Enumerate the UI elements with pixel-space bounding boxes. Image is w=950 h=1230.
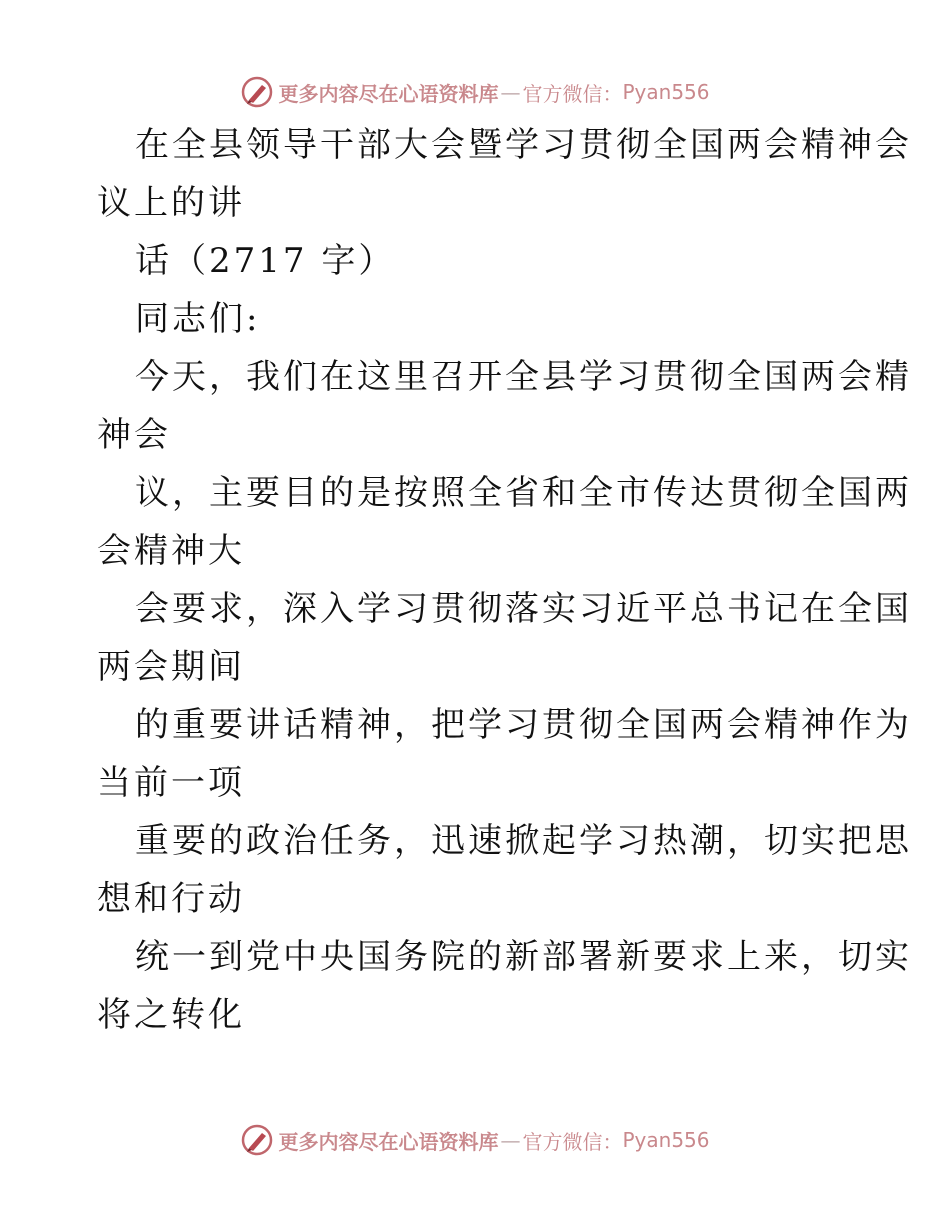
body-line: 两会期间 [97,647,245,687]
watermark-text: 更多内容尽在心语资料库 [278,81,499,106]
body-line: 的重要讲话精神，把学习贯彻全国两会精神作为 [135,705,912,745]
salutation-line: 同志们: [135,299,261,339]
watermark-separator: — [500,1128,521,1152]
watermark-wechat-account: Pyan556 [622,1128,710,1152]
body-line: 今天，我们在这里召开全县学习贯彻全国两会精 [135,357,912,397]
title-line: 议上的讲 [97,183,245,223]
body-line: 重要的政治任务，迅速掀起学习热潮，切实把思 [135,821,912,861]
body-line: 将之转化 [97,995,245,1035]
pen-logo-icon [240,75,274,109]
watermark-wechat-label: 官方微信： [522,81,623,106]
header-watermark [0,72,950,112]
body-line: 统一到党中央国务院的新部署新要求上来，切实 [135,937,912,977]
watermark-separator: — [500,80,521,104]
footer-watermark [0,1120,950,1160]
body-line: 议，主要目的是按照全省和全市传达贯彻全国两 [135,473,912,513]
body-line: 想和行动 [97,879,245,919]
watermark-wechat-account: Pyan556 [622,80,710,104]
body-line: 当前一项 [97,763,245,803]
watermark-text: 更多内容尽在心语资料库 [278,1129,499,1154]
title-line: 在全县领导干部大会暨学习贯彻全国两会精神会 [135,125,912,165]
title-line: 话（2717 字） [135,241,396,281]
body-line: 会精神大 [97,531,245,571]
pen-logo-icon [240,1123,274,1157]
document-body [97,116,912,1044]
watermark-wechat-label: 官方微信： [522,1129,623,1154]
body-line: 会要求，深入学习贯彻落实习近平总书记在全国 [135,589,912,629]
body-line: 神会 [97,415,171,455]
